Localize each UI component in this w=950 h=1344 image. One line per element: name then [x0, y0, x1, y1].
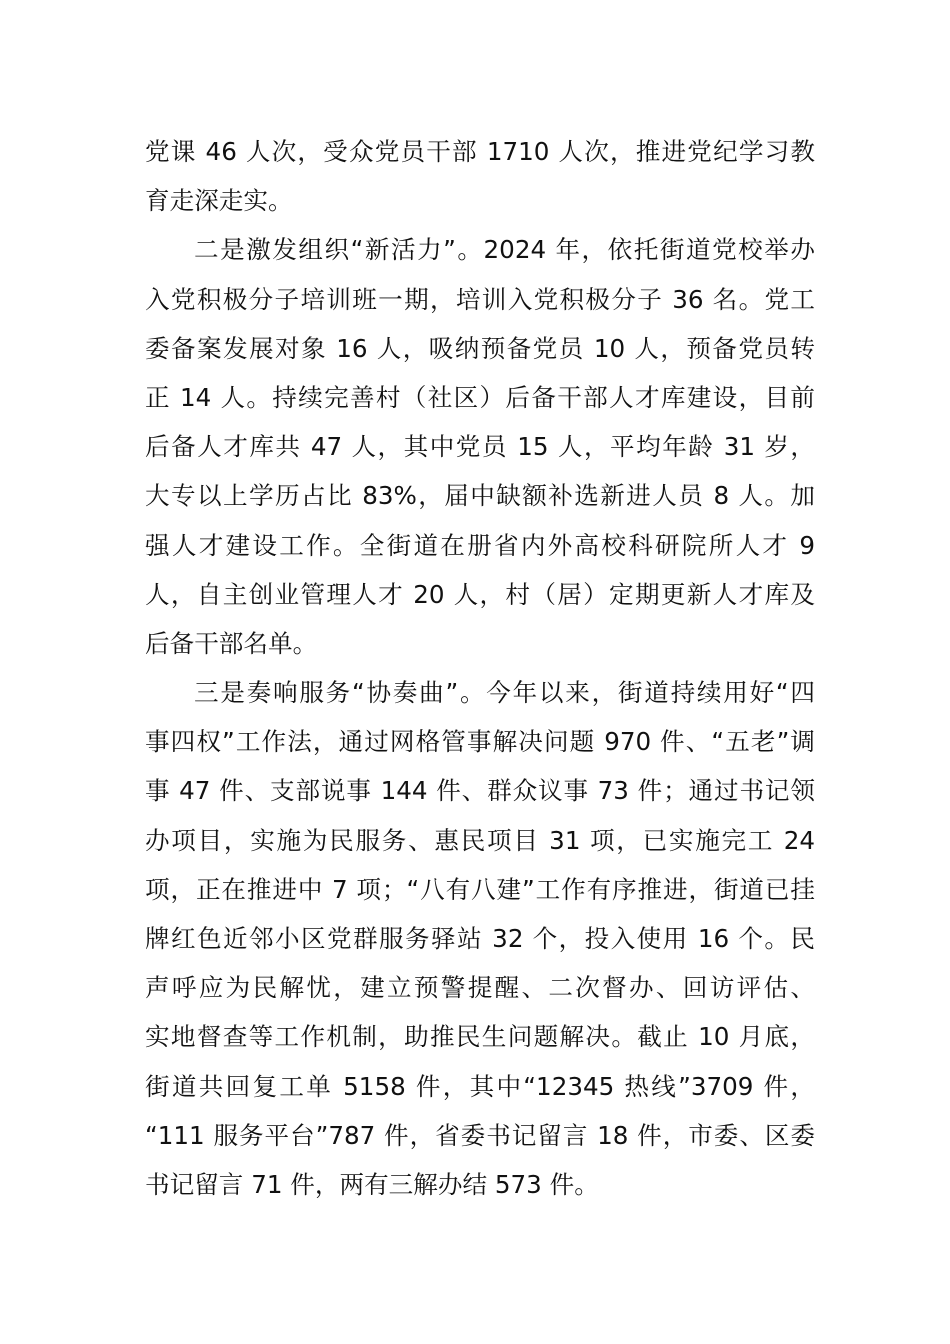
- paragraph-first-line: 三是奏响服务“协奏曲”。今年以来，街道持续用好“四: [194, 678, 815, 708]
- text-line: 后备干部名单。: [145, 628, 318, 658]
- text-line: 党课 46 人次，受众党员干部 1710 人次，推进党纪学习教: [145, 137, 815, 166]
- text-line: 实地督查等工作机制，助推民生问题解决。截止 10 月底，: [145, 1022, 815, 1052]
- body-text: [145, 127, 815, 1209]
- text-line: 强人才建设工作。全街道在册省内外高校科研院所人才 9: [145, 530, 815, 560]
- text-line: 书记留言 71 件，两有三解办结 573 件。: [145, 1169, 599, 1199]
- text-line: 大专以上学历占比 83%，届中缺额补选新进人员 8 人。加: [145, 481, 815, 511]
- text-line: 项，正在推进中 7 项；“八有八建”工作有序推进，街道已挂: [145, 874, 815, 904]
- text-line: 入党积极分子培训班一期，培训入党积极分子 36 名。党工: [145, 284, 815, 314]
- text-line: 正 14 人。持续完善村（社区）后备干部人才库建设，目前: [145, 382, 815, 412]
- text-line: 街道共回复工单 5158 件，其中“12345 热线”3709 件，: [145, 1071, 815, 1101]
- text-line: 事 47 件、支部说事 144 件、群众议事 73 件；通过书记领: [145, 776, 815, 806]
- text-line: 牌红色近邻小区党群服务驿站 32 个，投入使用 16 个。民: [145, 924, 815, 953]
- paragraph-first-line: 二是激发组织“新活力”。2024 年，依托街道党校举办: [194, 235, 815, 265]
- text-line: 事四权”工作法，通过网格管事解决问题 970 件、“五老”调: [145, 727, 815, 757]
- text-line: “111 服务平台”787 件，省委书记留言 18 件，市委、区委: [145, 1120, 815, 1150]
- text-line: 后备人才库共 47 人，其中党员 15 人，平均年龄 31 岁，: [145, 432, 815, 462]
- text-line: 育走深走实。: [145, 186, 293, 216]
- text-line: 办项目，实施为民服务、惠民项目 31 项，已实施完工 24: [145, 825, 815, 855]
- text-line: 委备案发展对象 16 人，吸纳预备党员 10 人，预备党员转: [145, 333, 815, 363]
- text-line: 人，自主创业管理人才 20 人，村（居）定期更新人才库及: [145, 579, 815, 609]
- text-line: 声呼应为民解忧，建立预警提醒、二次督办、回访评估、: [145, 973, 815, 1003]
